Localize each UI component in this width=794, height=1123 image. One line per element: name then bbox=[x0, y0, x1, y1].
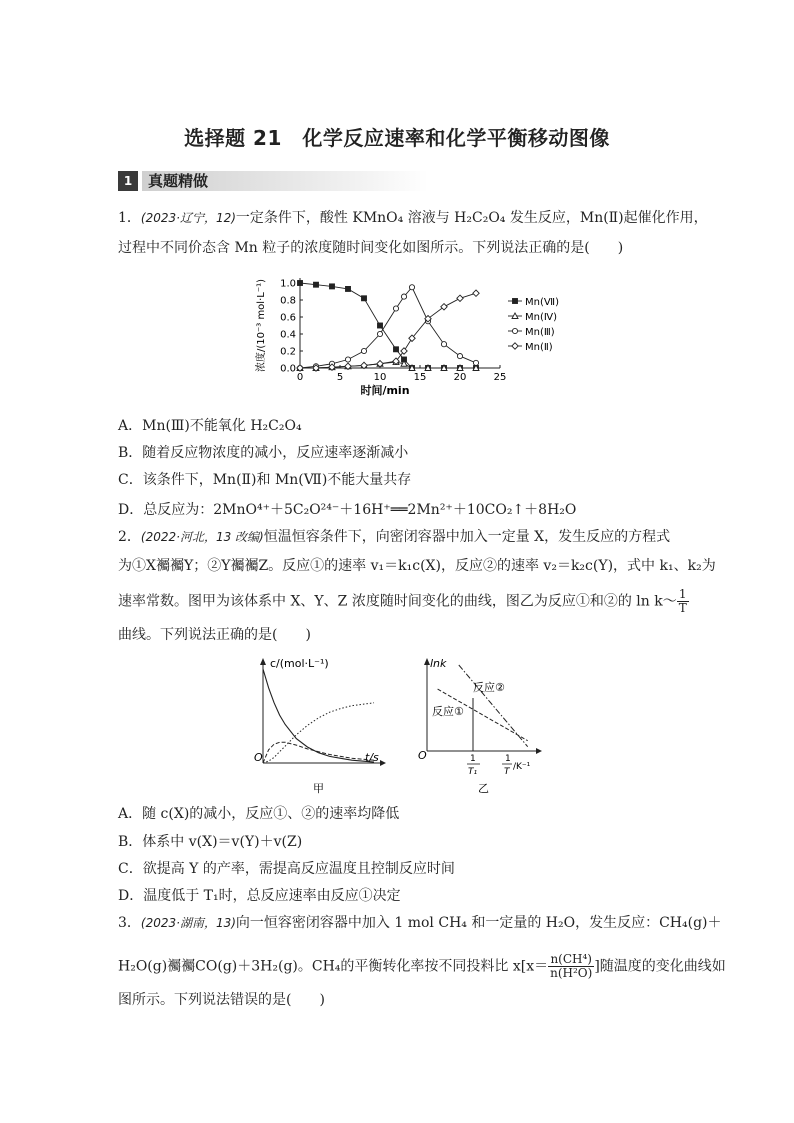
section-badge: 1 bbox=[118, 171, 138, 191]
series-square bbox=[298, 281, 479, 371]
yi-ylabel: lnk bbox=[430, 657, 447, 670]
curve-x bbox=[263, 669, 374, 762]
y-tick-label: 0.0 bbox=[280, 363, 296, 375]
jia-y-arrow bbox=[260, 658, 266, 665]
series-line bbox=[300, 283, 476, 368]
q2-text-3: 速率常数。图甲为该体系中 X、Y、Z 浓度随时间变化的曲线，图乙为反应①和②的 ln k～ bbox=[118, 593, 677, 610]
y-tick-label: 0.2 bbox=[280, 346, 296, 358]
jia-ylabel: c/(mol·L⁻¹) bbox=[270, 657, 329, 670]
q1-option-c[interactable]: C．该条件下，Mn(Ⅱ)和 Mn(Ⅶ)不能大量共存 bbox=[118, 472, 412, 488]
yi-x-arrow bbox=[536, 748, 542, 754]
q2-line-1 bbox=[118, 527, 670, 547]
q2-line-2: 为①X䙱䙱Y；②Y䙱䙱Z。反应①的速率 v₁＝k₁c(X)，反应②的速率 v₂＝k₂c(Y)，式中 k₁、k₂为 bbox=[118, 558, 716, 574]
q2-text-1: 恒温恒容条件下，向密闭容器中加入一定量 X，发生反应的方程式 bbox=[263, 529, 671, 545]
q2-fraction bbox=[677, 588, 689, 615]
legend-label: Mn(Ⅱ) bbox=[525, 342, 553, 353]
q2-source: (2022·河北，13 改编) bbox=[140, 530, 264, 544]
x-tick-label: 5 bbox=[336, 372, 344, 383]
data-point bbox=[330, 284, 335, 289]
yi-t1-den: T₁ bbox=[468, 767, 478, 777]
data-point bbox=[377, 331, 382, 336]
y-axis-label: 浓度/(10⁻³ mol·L⁻¹) bbox=[256, 278, 267, 373]
q1-number: 1． bbox=[118, 210, 141, 226]
series-line bbox=[300, 287, 476, 368]
data-point bbox=[409, 285, 414, 290]
series-diamond bbox=[297, 290, 479, 371]
legend-marker bbox=[513, 299, 518, 304]
q2-option-b[interactable]: B．体系中 v(X)＝v(Y)＋v(Z) bbox=[118, 834, 303, 850]
y-tick-label: 1.0 bbox=[280, 278, 296, 290]
y-tick-label: 0.8 bbox=[280, 295, 296, 307]
chart-jia bbox=[250, 655, 390, 795]
data-point bbox=[441, 342, 446, 347]
page-title: 选择题 21 化学反应速率和化学平衡移动图像 bbox=[184, 126, 610, 150]
q3-text-2a: H₂O(g)䙱䙱CO(g)＋3H₂(g)。CH₄的平衡转化率按不同投料比 x[x＝ bbox=[118, 958, 549, 975]
x-tick-label: 25 bbox=[493, 372, 507, 383]
x-tick-label: 20 bbox=[453, 372, 467, 383]
series-line bbox=[300, 293, 476, 368]
q3-text-1: 向一恒容密闭容器中加入 1 mol CH₄ 和一定量的 H₂O，发生反应：CH₄(g)＋ bbox=[235, 915, 722, 931]
q3-frac-num: n(CH⁴) bbox=[548, 953, 594, 967]
x-tick-label: 10 bbox=[373, 372, 387, 383]
q1-option-d[interactable]: D．总反应为：2MnO⁴⁺＋5C₂O²⁴⁻＋16H⁺══2Mn²⁺＋10CO₂↑＋8H₂O bbox=[118, 502, 577, 518]
data-point bbox=[361, 348, 366, 353]
q2-option-c[interactable]: C．欲提高 Y 的产率，需提高反应温度且控制反应时间 bbox=[118, 861, 455, 877]
q1-line-1 bbox=[118, 208, 708, 228]
legend-label: Mn(Ⅳ) bbox=[525, 312, 557, 323]
x-tick-label: 15 bbox=[413, 372, 427, 383]
data-point bbox=[457, 354, 462, 359]
yi-t1-num: 1 bbox=[470, 754, 476, 764]
q2-option-d[interactable]: D．温度低于 T₁时，总反应速率由反应①决定 bbox=[118, 888, 401, 904]
q1-source: (2023·辽宁，12) bbox=[140, 211, 236, 225]
q3-line-1 bbox=[118, 913, 722, 933]
legend-label: Mn(Ⅲ) bbox=[525, 327, 555, 338]
data-point bbox=[457, 295, 463, 301]
yi-x-den: T bbox=[504, 767, 510, 777]
data-point bbox=[298, 281, 303, 286]
data-point bbox=[346, 286, 351, 291]
data-point bbox=[401, 294, 406, 299]
yi-x-num: 1 bbox=[505, 754, 511, 764]
q2-frac-den: T bbox=[678, 601, 687, 615]
yi-caption: 乙 bbox=[478, 782, 489, 795]
x-tick-label: 0 bbox=[296, 372, 304, 383]
section-header bbox=[118, 169, 428, 193]
q1-text-1: 一定条件下，酸性 KMnO₄ 溶液与 H₂C₂O₄ 发生反应，Mn(Ⅱ)起催化作用， bbox=[235, 210, 708, 226]
q2-line-3 bbox=[118, 588, 689, 615]
data-point bbox=[378, 323, 383, 328]
q3-frac-den: n(H²O) bbox=[550, 966, 593, 980]
legend-label: Mn(Ⅶ) bbox=[525, 297, 559, 308]
data-point bbox=[473, 360, 478, 365]
q1-option-b[interactable]: B．随着反应物浓度的减小，反应速率逐渐减小 bbox=[118, 445, 409, 461]
q3-line-3: 图所示。下列说法错误的是( ) bbox=[118, 992, 325, 1008]
chart-yi bbox=[418, 655, 543, 795]
curve-z bbox=[263, 703, 374, 763]
jia-origin: O bbox=[254, 751, 263, 764]
jia-caption: 甲 bbox=[313, 782, 324, 795]
q3-line-2 bbox=[118, 953, 726, 980]
yi-label-r1: 反应① bbox=[432, 705, 464, 718]
q3-number: 3． bbox=[118, 915, 141, 931]
q1-line-2: 过程中不同价态含 Mn 粒子的浓度随时间变化如图所示。下列说法正确的是( ) bbox=[118, 240, 624, 256]
data-point bbox=[394, 347, 399, 352]
data-point bbox=[362, 296, 367, 301]
q2-number: 2． bbox=[118, 529, 141, 545]
data-point bbox=[393, 306, 398, 311]
q3-text-2b: ]随温度的变化曲线如 bbox=[594, 958, 726, 975]
data-point bbox=[345, 357, 350, 362]
jia-xlabel: t/s bbox=[365, 751, 379, 764]
data-point bbox=[473, 290, 479, 296]
legend-marker bbox=[512, 343, 518, 349]
mn-concentration-chart bbox=[250, 268, 570, 418]
q1-option-a[interactable]: A．Mn(Ⅲ)不能氧化 H₂C₂O₄ bbox=[118, 418, 302, 434]
yi-label-r2: 反应② bbox=[473, 681, 505, 694]
data-point bbox=[441, 304, 447, 310]
data-point bbox=[314, 282, 319, 287]
y-tick-label: 0.4 bbox=[280, 329, 296, 341]
q2-frac-num: 1 bbox=[677, 588, 689, 602]
x-axis-label: 时间/min bbox=[360, 384, 410, 397]
y-tick-label: 0.6 bbox=[280, 312, 296, 324]
yi-origin: O bbox=[418, 749, 427, 762]
legend-marker bbox=[512, 328, 517, 333]
section-label: 真题精做 bbox=[148, 172, 209, 190]
yi-x-unit: /K⁻¹ bbox=[513, 762, 531, 772]
q2-option-a[interactable]: A．随 c(X)的减小，反应①、②的速率均降低 bbox=[118, 806, 400, 822]
jia-x-arrow bbox=[380, 760, 386, 766]
q3-source: (2023·湖南，13) bbox=[140, 916, 236, 930]
q3-fraction bbox=[548, 953, 594, 980]
series-circle bbox=[297, 285, 478, 371]
q2-line-4: 曲线。下列说法正确的是( ) bbox=[118, 627, 311, 643]
